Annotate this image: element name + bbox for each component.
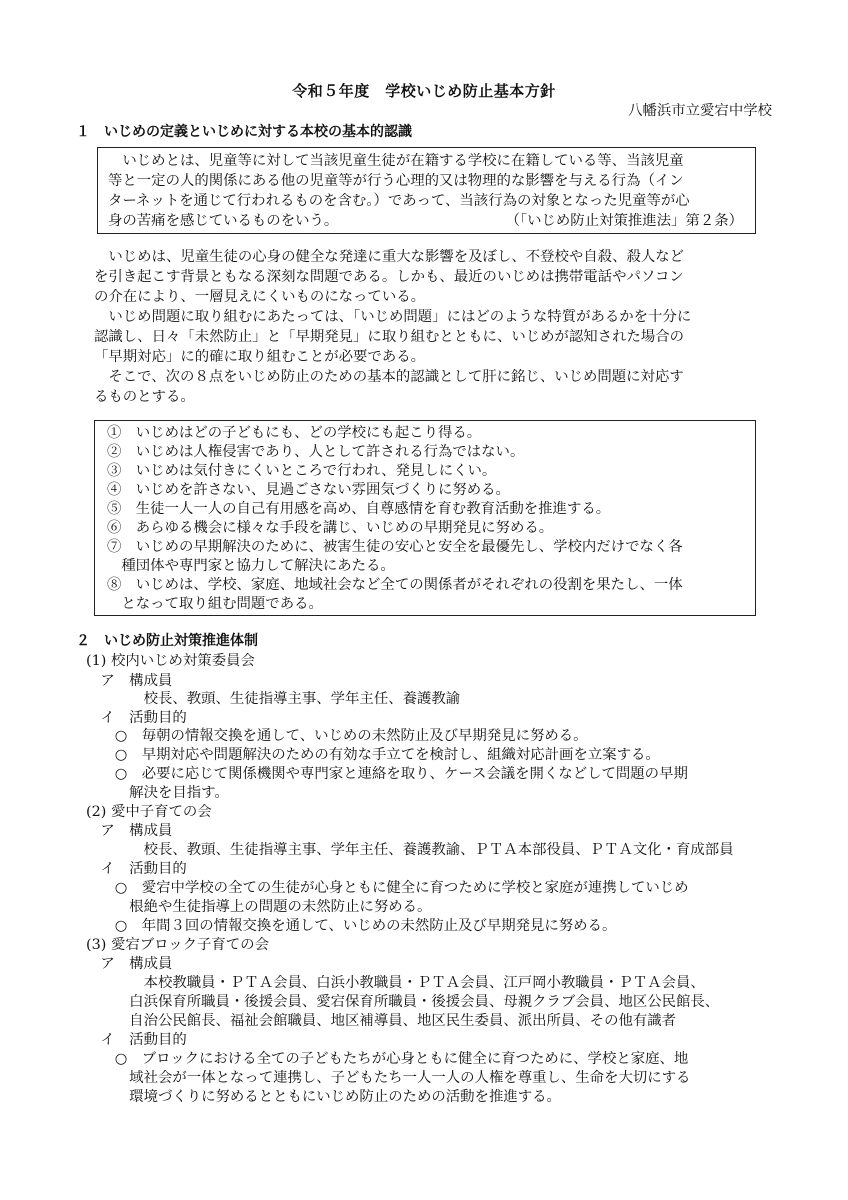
- org-line: 白浜保育所職員・後援会員、愛宕保育所職員・後援会員、母親クラブ会員、地区公民館長、: [86, 994, 720, 1010]
- section-1-heading: １ いじめの定義といじめに対する本校の基本的認識: [76, 124, 412, 140]
- org-line: ○ 年間３回の情報交換を通して、いじめの未然防止及び早期発見に努める。: [86, 918, 617, 934]
- definition-line: 身の苦痛を感じているものをいう。: [108, 213, 339, 229]
- definition-line: ターネットを通じて行われるものを含む。）であって、当該行為の対象となった児童等が心: [108, 193, 690, 209]
- org-line: イ 活動目的: [86, 710, 187, 726]
- org-line: ○ 愛宕中学校の全ての生徒が心身ともに健全に育つために学校と家庭が連携していじめ: [86, 880, 689, 896]
- principle-item: ⑦ いじめの早期解決のために、被害生徒の安心と安全を最優先し、学校内だけでなく各: [107, 539, 683, 555]
- org-line: イ 活動目的: [86, 861, 187, 877]
- definition-line: いじめとは、児童等に対して当該児童生徒が在籍する学校に在籍している等、当該児童: [108, 153, 684, 169]
- definition-line: 等と一定の人的関係にある他の児童等が行う心理的又は物理的な影響を与える行為（イン: [108, 173, 684, 189]
- org-line: (2) 愛中子育ての会: [86, 804, 212, 820]
- school-name: 八幡浜市立愛宕中学校: [628, 103, 772, 119]
- body-paragraph-line: 認識し、日々「未然防止」と「早期発見」に取り組むとともに、いじめが認知された場合の: [94, 329, 685, 345]
- org-line: (1) 校内いじめ対策委員会: [86, 653, 255, 669]
- principles-box: [94, 420, 756, 616]
- org-line: 自治公民館長、福祉会館職員、地区補導員、地区民生委員、派出所員、その他有識者: [86, 1013, 677, 1029]
- body-paragraph-line: いじめ問題に取り組むにあたっては、「いじめ問題」にはどのような特質があるかを十分に: [94, 309, 692, 325]
- body-paragraph-line: 「早期対応」に的確に取り組むことが必要である。: [94, 349, 425, 365]
- body-paragraph-line: の介在により、一層見えにくいものになっている。: [94, 289, 425, 305]
- org-line: イ 活動目的: [86, 1032, 187, 1048]
- org-line: (3) 愛宕ブロック子育ての会: [86, 937, 269, 953]
- principle-item: ② いじめは人権侵害であり、人として許される行為ではない。: [107, 444, 525, 460]
- org-line: ○ ブロックにおける全ての子どもたちが心身ともに健全に育つために、学校と家庭、地: [86, 1051, 689, 1067]
- principle-item: ① いじめはどの子どもにも、どの学校にも起こり得る。: [107, 425, 482, 441]
- principle-item: ⑥ あらゆる機会に様々な手段を講じ、いじめの早期発見に努める。: [107, 520, 554, 536]
- body-paragraph-line: そこで、次の８点をいじめ防止のための基本的認識として肝に銘じ、いじめ問題に対応す: [94, 369, 684, 385]
- section-2-heading: ２ いじめ防止対策推進体制: [76, 633, 258, 649]
- principle-item: ⑧ いじめは、学校、家庭、地域社会など全ての関係者がそれぞれの役割を果たし、一体: [107, 577, 683, 593]
- principle-item: ③ いじめは気付きにくいところで行われ、発見しにくい。: [107, 463, 497, 479]
- org-line: ○ 早期対応や問題解決のための有効な手立てを検討し、組織対応計画を立案する。: [86, 747, 660, 763]
- org-line: ア 構成員: [86, 956, 173, 972]
- org-line: ア 構成員: [86, 673, 173, 689]
- principle-item: 種団体や専門家と協力して解決にあたる。: [107, 558, 395, 574]
- org-line: 本校教職員・ＰＴＡ会員、白浜小教職員・ＰＴＡ会員、江戸岡小教職員・ＰＴＡ会員、: [86, 975, 705, 991]
- org-line: 校長、教頭、生徒指導主事、学年主任、養護教諭: [86, 691, 461, 707]
- body-paragraph-line: るものとする。: [94, 389, 195, 405]
- principle-item: となって取り組む問題である。: [107, 596, 323, 612]
- org-line: 域社会が一体となって連携し、子どもたち一人一人の人権を尊重し、生命を大切にする: [86, 1070, 691, 1086]
- org-line: ○ 毎朝の情報交換を通して、いじめの未然防止及び早期発見に努める。: [86, 728, 588, 744]
- principle-item: ⑤ 生徒一人一人の自己有用感を高め、自尊感情を育む教育活動を推進する。: [107, 501, 611, 517]
- org-line: ○ 必要に応じて関係機関や専門家と連絡を取り、ケース会議を開くなどして問題の早期: [86, 766, 688, 782]
- body-paragraph-line: いじめは、児童生徒の心身の健全な発達に重大な影響を及ぼし、不登校や自殺、殺人など: [94, 249, 685, 265]
- org-line: 根絶や生徒指導上の問題の未然防止に努める。: [86, 899, 432, 915]
- org-line: 環境づくりに努めるとともにいじめ防止のための活動を推進する。: [86, 1089, 561, 1105]
- org-line: 解決を目指す。: [86, 785, 229, 801]
- document-title: 令和５年度 学校いじめ防止基本方針: [292, 82, 556, 100]
- principle-item: ④ いじめを許さない、見過ごさない雰囲気づくりに努める。: [107, 482, 510, 498]
- definition-source: （「いじめ防止対策推進法」第２条）: [505, 213, 743, 229]
- org-line: ア 構成員: [86, 823, 173, 839]
- org-line: 校長、教頭、生徒指導主事、学年主任、養護教諭、ＰＴＡ本部役員、ＰＴＡ文化・育成部員: [86, 842, 734, 858]
- definition-box: [97, 147, 756, 234]
- body-paragraph-line: を引き起こす背景ともなる深刻な問題である。しかも、最近のいじめは携帯電話やパソコン: [94, 269, 684, 285]
